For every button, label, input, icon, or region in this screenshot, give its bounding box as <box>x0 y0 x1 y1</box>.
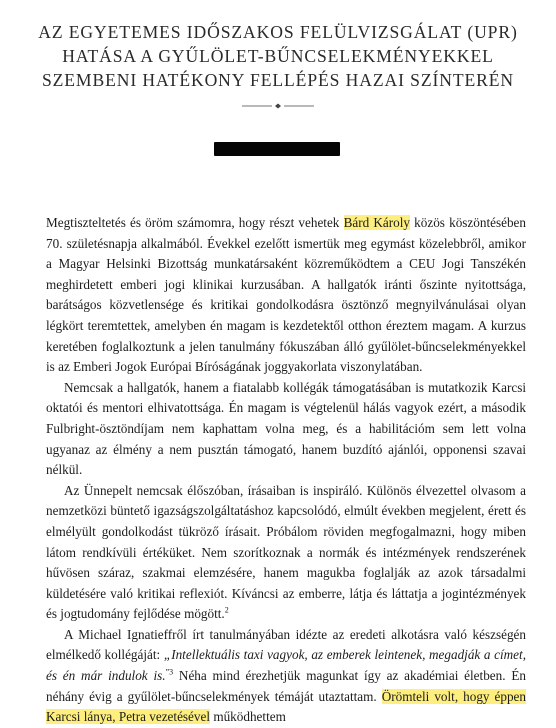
highlight-petra: Örömteli volt, hogy éppen Karcsi lánya, Petra vezetésével <box>46 688 526 725</box>
paragraph-1 <box>46 213 526 378</box>
paragraph-4 <box>46 625 526 728</box>
paragraph-1-text-a: Megtiszteltetés és öröm számomra, hogy részt vehetek <box>46 215 344 230</box>
paragraph-1-text-b: közös köszöntésében 70. születésnapja alkalmából. Évekkel ezelőtt ismertük meg egymást közelebbről, amikor a Magyar Helsinki Bizottság munkatársaként közreműködtem a CEU Jogi Tanszékén meghirdetett emberi jogi klinikai kurzusában. A hallgatók iránti őszinte nyitottsága, barátságos közvetlensége és kritikai gondolkodásra ösztönző megnyilvánulásai olyan légkört teremtettek, amelyben én magam is kezdetektől otthon éreztem magam. A kurzus keretében foglalkoztunk a jelen tanulmány fókuszában álló gyűlölet-bűncselekményekkel is az Emberi Jogok Európai Bíróságának joggyakorlata viszonylatában. <box>46 215 526 375</box>
title-line-2: HATÁSA A GYŰLÖLET-BŰNCSELEKMÉNYEKKEL <box>62 46 494 66</box>
redacted-author-name <box>214 142 340 156</box>
paragraph-3 <box>46 481 526 625</box>
footnote-2: 2 <box>224 605 229 615</box>
paragraph-4-text-c: működhettem <box>210 709 286 725</box>
paragraph-2: Nemcsak a hallgatók, hanem a fiatalabb kollégák támogatásában is mutatkozik Karcsi oktatói és mentori elhivatottsága. Én magam is végtelenül hálás vagyok ezért, a második Fulbright-ösztöndíjam nem kaphattam volna meg, és a habilitációm sem lett volna ugyanaz az élmény a nem pusztán támogató, hanem buzdító ajánlói, opponensi szavai nélkül. <box>46 379 526 478</box>
paragraph-4-text-b: Néha mind érezhetjük magunkat így az akadémiai életben. Én néhány évig a gyűlölet-bűncselekmények témáját utaztattam. <box>46 668 526 704</box>
highlight-bard-karoly: Bárd Károly <box>343 215 410 230</box>
title-line-1: AZ EGYETEMES IDŐSZAKOS FELÜLVIZSGÁLAT (UPR) <box>38 22 518 42</box>
paragraph-4-text-a: A Michael Ignatieffről írt tanulmányában idézte az eredeti alkotásra való készségén elmélkedő kollégáját: <box>46 626 526 663</box>
ornament-divider-icon <box>242 103 314 109</box>
quote-intellectual-taxi: „Intellektuális taxi vagyok, az emberek leintenek, megadják a címet, és én már indulok is. <box>46 647 526 684</box>
paragraph-3-text: Az Ünnepelt nemcsak élőszóban, írásaiban is inspiráló. Különös élvezettel olvasom a nemzetközi büntető igazságszolgáltatáshoz kapcsolódó, elmúlt években megjelent, érett és elmélyült gondolkodást tükröző írásait. Próbálom röviden megfogalmazni, hogy miben látom rendkívüli értéküket. Nem szorítkoznak a normák és intézmények rendszerének hűvösen száraz, szakmai elemzésére, hanem magukba foglalják az azok társadalmi küldetésére való kritikai reflexiót. Kíváncsi az emberre, látja és láttatja a jogintézmények és jogtudomány fejlődése mögött. <box>46 482 526 622</box>
footnote-3: ”3 <box>165 667 174 677</box>
title-line-3: SZEMBENI HATÉKONY FELLÉPÉS HAZAI SZÍNTERÉN <box>41 70 515 90</box>
body-text <box>46 213 526 728</box>
chapter-title <box>18 20 538 92</box>
